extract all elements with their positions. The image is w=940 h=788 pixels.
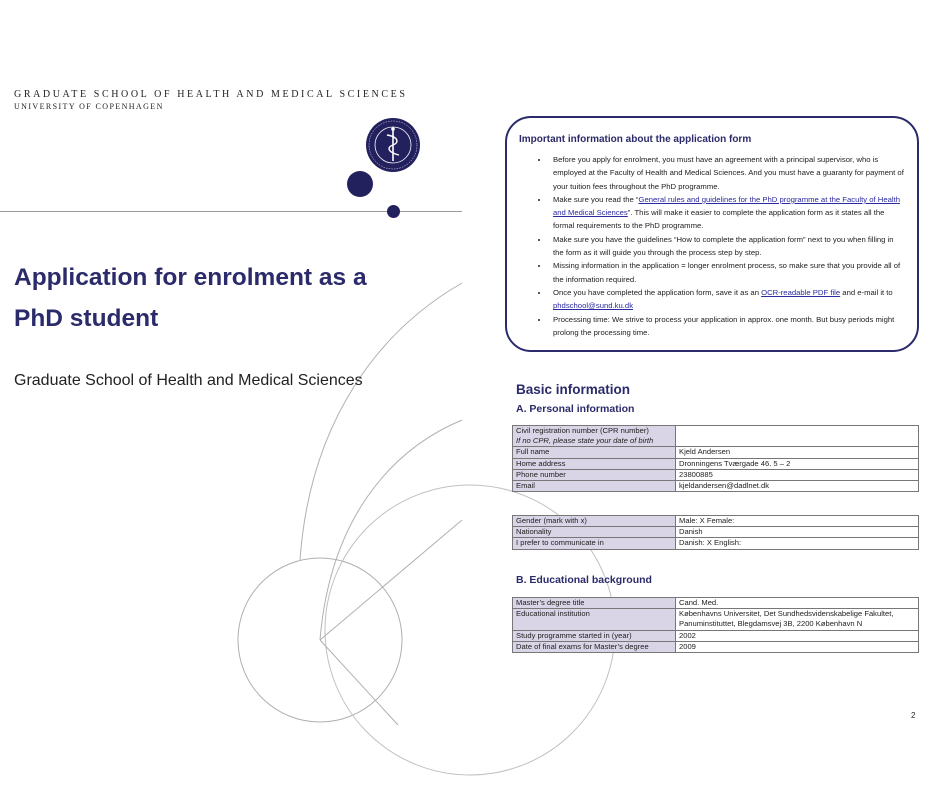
education-table bbox=[512, 597, 919, 653]
large-dot-icon bbox=[346, 170, 376, 200]
programme-start-label: Study programme started in (year) bbox=[513, 630, 676, 641]
info-bullet bbox=[549, 286, 905, 313]
info-bullet-text: Missing information in the application = longer enrolment process, so make sure that you provide all of the information required. bbox=[553, 261, 901, 284]
language-label: I prefer to communicate in bbox=[513, 538, 676, 549]
table-row bbox=[513, 447, 919, 458]
final-exams-label: Date of final exams for Master’s degree bbox=[513, 641, 676, 652]
cpr-label-cell bbox=[513, 426, 676, 447]
info-bullet-text: and e-mail it to bbox=[840, 287, 893, 297]
table-row bbox=[513, 527, 919, 538]
institution-field[interactable]: Københavns Universitet, Det Sundhedsvidenskabelige Fakultet, Panuminstituttet, Blegdamsvej 3B, 2200 København N bbox=[676, 609, 919, 630]
document-subtitle: Graduate School of Health and Medical Sciences bbox=[14, 372, 363, 389]
table-row bbox=[513, 469, 919, 480]
info-bullet-text: Make sure you have the guidelines “How to complete the application form” next to you when filling in the form as it will guide you through the process step by step. bbox=[553, 234, 894, 258]
full-name-field[interactable]: Kjeld Andersen bbox=[676, 447, 919, 458]
guidelines-link[interactable]: General rules and guidelines for the PhD programme at the Faculty of Health and Medical Sciences bbox=[553, 194, 900, 218]
phone-number-label: Phone number bbox=[513, 469, 676, 480]
table-row bbox=[513, 538, 919, 549]
table-row bbox=[513, 630, 919, 641]
email-field[interactable]: kjeldandersen@dadlnet.dk bbox=[676, 481, 919, 492]
info-bullet-text: Before you apply for enrolment, you must have an agreement with a principal supervisor, who is employed at the Faculty of Health and Medical Sciences. And you must have a guaranty for payment of your tuition fees throughout the PhD programme. bbox=[553, 155, 904, 191]
institution-label: Educational institution bbox=[513, 609, 676, 630]
cpr-field[interactable] bbox=[676, 426, 919, 447]
degree-title-field[interactable]: Cand. Med. bbox=[676, 598, 919, 609]
phdschool-email-link[interactable]: phdschool@sund.ku.dk bbox=[553, 301, 634, 311]
email-label: Email bbox=[513, 481, 676, 492]
final-exams-field[interactable]: 2009 bbox=[676, 641, 919, 652]
table-row bbox=[513, 481, 919, 492]
table-row bbox=[513, 426, 919, 447]
info-box-title: Important information about the application form bbox=[519, 134, 752, 145]
table-row bbox=[513, 609, 919, 630]
info-bullet-list bbox=[519, 153, 905, 339]
small-dot-icon bbox=[386, 204, 402, 220]
nationality-label: Nationality bbox=[513, 527, 676, 538]
home-address-label: Home address bbox=[513, 458, 676, 469]
personal-info-table bbox=[512, 425, 919, 492]
info-bullet-text: ”. This will make it easier to complete the application form as it states all the formal requirements to the PhD programme. bbox=[553, 208, 885, 231]
ocr-pdf-link[interactable]: OCR-readable PDF file bbox=[761, 287, 841, 297]
info-bullet bbox=[549, 193, 905, 233]
table-row bbox=[513, 516, 919, 527]
phone-number-field[interactable]: 23800885 bbox=[676, 469, 919, 480]
info-bullet bbox=[549, 153, 905, 193]
document-title: Application for enrolment as a PhD student bbox=[14, 264, 367, 332]
info-bullet-text: Once you have completed the application form, save it as an bbox=[553, 287, 762, 297]
school-name-header: GRADUATE SCHOOL OF HEALTH AND MEDICAL SCIENCES bbox=[14, 89, 408, 100]
cpr-label: Civil registration number (CPR number) bbox=[516, 426, 649, 435]
personal-information-heading: A. Personal information bbox=[516, 403, 635, 415]
important-info-box bbox=[505, 116, 919, 352]
cpr-hint: If no CPR, please state your date of birth bbox=[516, 436, 654, 446]
language-field[interactable]: Danish: X English: bbox=[676, 538, 919, 549]
university-name-header: UNIVERSITY OF COPENHAGEN bbox=[14, 102, 164, 111]
info-bullet bbox=[549, 313, 905, 340]
info-bullet-text: Processing time: We strive to process your application in approx. one month. But busy periods might prolong the processing time. bbox=[553, 314, 895, 337]
page-number: 2 bbox=[911, 711, 916, 720]
table-row bbox=[513, 458, 919, 469]
home-address-field[interactable]: Dronningens Tværgade 46. 5 – 2 bbox=[676, 458, 919, 469]
basic-information-heading: Basic information bbox=[516, 382, 631, 397]
gender-nationality-table bbox=[512, 515, 919, 550]
degree-title-label: Master’s degree title bbox=[513, 598, 676, 609]
table-row bbox=[513, 641, 919, 652]
info-bullet bbox=[549, 233, 905, 260]
full-name-label: Full name bbox=[513, 447, 676, 458]
table-row bbox=[513, 598, 919, 609]
university-seal-logo bbox=[365, 117, 421, 173]
info-bullet-text: Make sure you read the “ bbox=[553, 194, 639, 204]
programme-start-field[interactable]: 2002 bbox=[676, 630, 919, 641]
nationality-field[interactable]: Danish bbox=[676, 527, 919, 538]
info-bullet bbox=[549, 259, 905, 286]
educational-background-heading: B. Educational background bbox=[516, 574, 652, 586]
gender-label: Gender (mark with x) bbox=[513, 516, 676, 527]
gender-field[interactable]: Male: X Female: bbox=[676, 516, 919, 527]
